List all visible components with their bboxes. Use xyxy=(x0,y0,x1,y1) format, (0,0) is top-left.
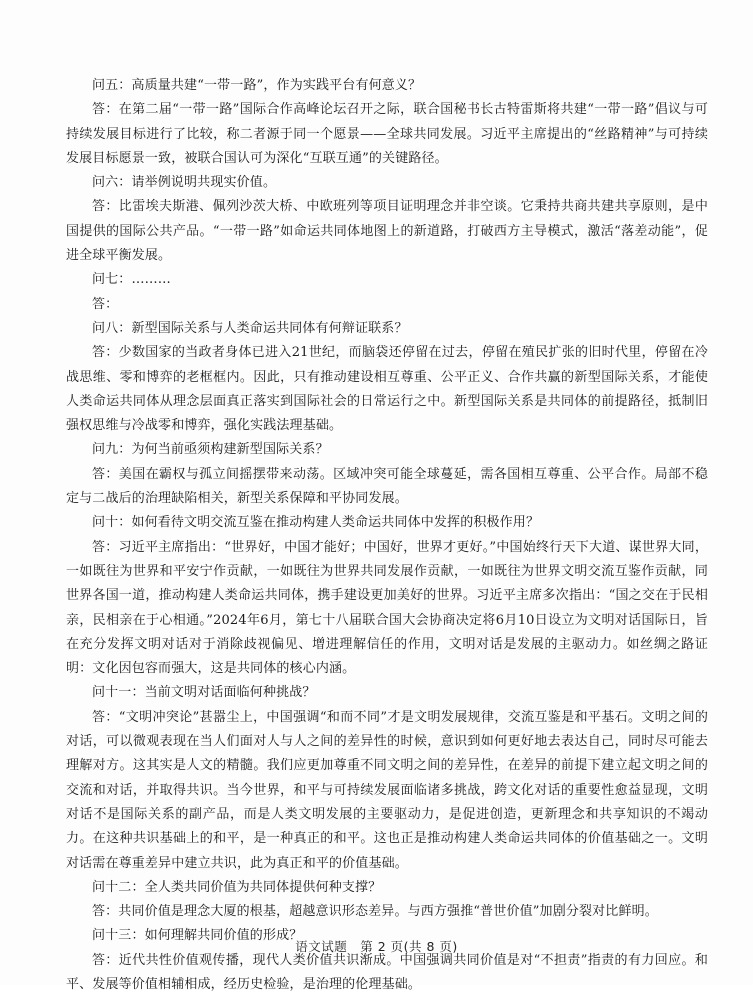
answer-5: 答：在第二届“一带一路”国际合作高峰论坛召开之际，联合国秘书长古特雷斯将共建“一带一路”倡议与可持续发展目标进行了比较，称二者源于同一个愿景——全球共同发展。习近平主席提出的“丝路精神”与可持续发展目标愿景一致，被联合国认可为深化“互联互通”的关键路径。 xyxy=(66,102,708,166)
answer-8: 答：少数国家的当政者身体已进入21世纪，而脑袋还停留在过去，停留在殖民扩张的旧时代里，停留在冷战思维、零和博弈的老框框内。因此，只有推动建设相互尊重、公平正义、合作共赢的新型国际关系，才能使人类命运共同体从理念层面真正落实到国际社会的日常运行之中。新型国际关系是共同体的前提路径，抵制旧强权思维与冷战零和博弈，强化实践法理基础。 xyxy=(66,345,708,434)
question-11: 问十一：当前文明对话面临何种挑战？ xyxy=(92,685,316,701)
answer-7-blank: 答： xyxy=(92,296,119,312)
question-5: 问五：高质量共建“一带一路”，作为实践平台有何意义？ xyxy=(92,78,422,93)
answer-10: 答：习近平主席指出：“世界好，中国才能好；中国好，世界才更好。”中国始终行天下大道、谋世界大同，一如既往为世界和平安宁作贡献，一如既往为世界共同发展作贡献，一如既往为世界文明交流互鉴作贡献，同世界各国一道，推动构建人类命运共同体，携手建设更加美好的世界。习近平主席多次指出：“国之交在于民相亲，民相亲在于心相通。”2024年6月，第七十八届联合国大会协商决定将6月10日设立为文明对话国际日，旨在充分发挥文明对话对于消除歧视偏见、增进理解信任的作用，文明对话是发展的主驱动力。如丝绸之路证明：文化因包容而强大，这是共同体的核心内涵。 xyxy=(66,539,708,677)
question-8: 问八：新型国际关系与人类命运共同体有何辩证联系？ xyxy=(92,320,408,336)
answer-9: 答：美国在霸权与孤立间摇摆带来动荡。区域冲突可能全球蔓延，需各国相互尊重、公平合作。局部不稳定与二战后的治理缺陷相关，新型关系保障和平协同发展。 xyxy=(66,466,708,507)
answer-13: 答：近代共性价值观传播，现代人类价值共识渐成。中国强调共同价值是对“不担责”指责的有力回应。和平、发展等价值相辅相成，经历史检验，是治理的伦理基础。 xyxy=(66,952,708,992)
question-6: 问六：请举例说明共现实价值。 xyxy=(92,175,277,191)
answer-6: 答：比雷埃夫斯港、佩列沙茨大桥、中欧班列等项目证明理念并非空谈。它秉持共商共建共享原则，是中国提供的国际公共产品。“一带一路”如命运共同体地图上的新道路，打破西方主导模式，激活“落差动能”，促进全球平衡发展。 xyxy=(66,199,708,264)
question-10: 问十：如何看待文明交流互鉴在推动构建人类命运共同体中发挥的积极作用？ xyxy=(92,515,540,531)
question-7: 问七：……… xyxy=(92,272,171,288)
question-12: 问十二：全人类共同价值为共同体提供何种支撑？ xyxy=(92,879,382,895)
page-footer: 语文试题 第 2 页(共 8 页) xyxy=(295,939,458,954)
answer-11: 答：“文明冲突论”甚嚣尘上，中国强调“和而不同”才是文明发展规律，交流互鉴是和平基石。文明之间的对话，可以微观表现在当人们面对人与人之间的差异性的时候，意识到如何更好地去表达自己，同时尽可能去理解对方。这其实是人文的精髓。我们应更加尊重不同文明之间的差异性，在差异的前提下建立起文明之间的交流和对话，并取得共识。当今世界，和平与可持续发展面临诸多挑战，跨文化对话的重要性愈益显现，文明对话不是国际关系的副产品，而是人类文明发展的主要驱动力，是促进创造，更新理念和共享知识的不竭动力。在这种共识基础上的和平，是一种真正的和平。这也正是推动构建人类命运共同体的价值基础之一。文明对话需在尊重差异中建立共识，此为真正和平的价值基础。 xyxy=(66,709,708,871)
question-9: 问九：为何当前亟须构建新型国际关系？ xyxy=(92,442,329,458)
answer-12: 答：共同价值是理念大厦的根基，超越意识形态差异。与西方强推“普世价值”加剧分裂对比鲜明。 xyxy=(92,904,658,920)
qa-content xyxy=(66,74,708,997)
question-13: 问十三：如何理解共同价值的形成？ xyxy=(92,928,303,944)
